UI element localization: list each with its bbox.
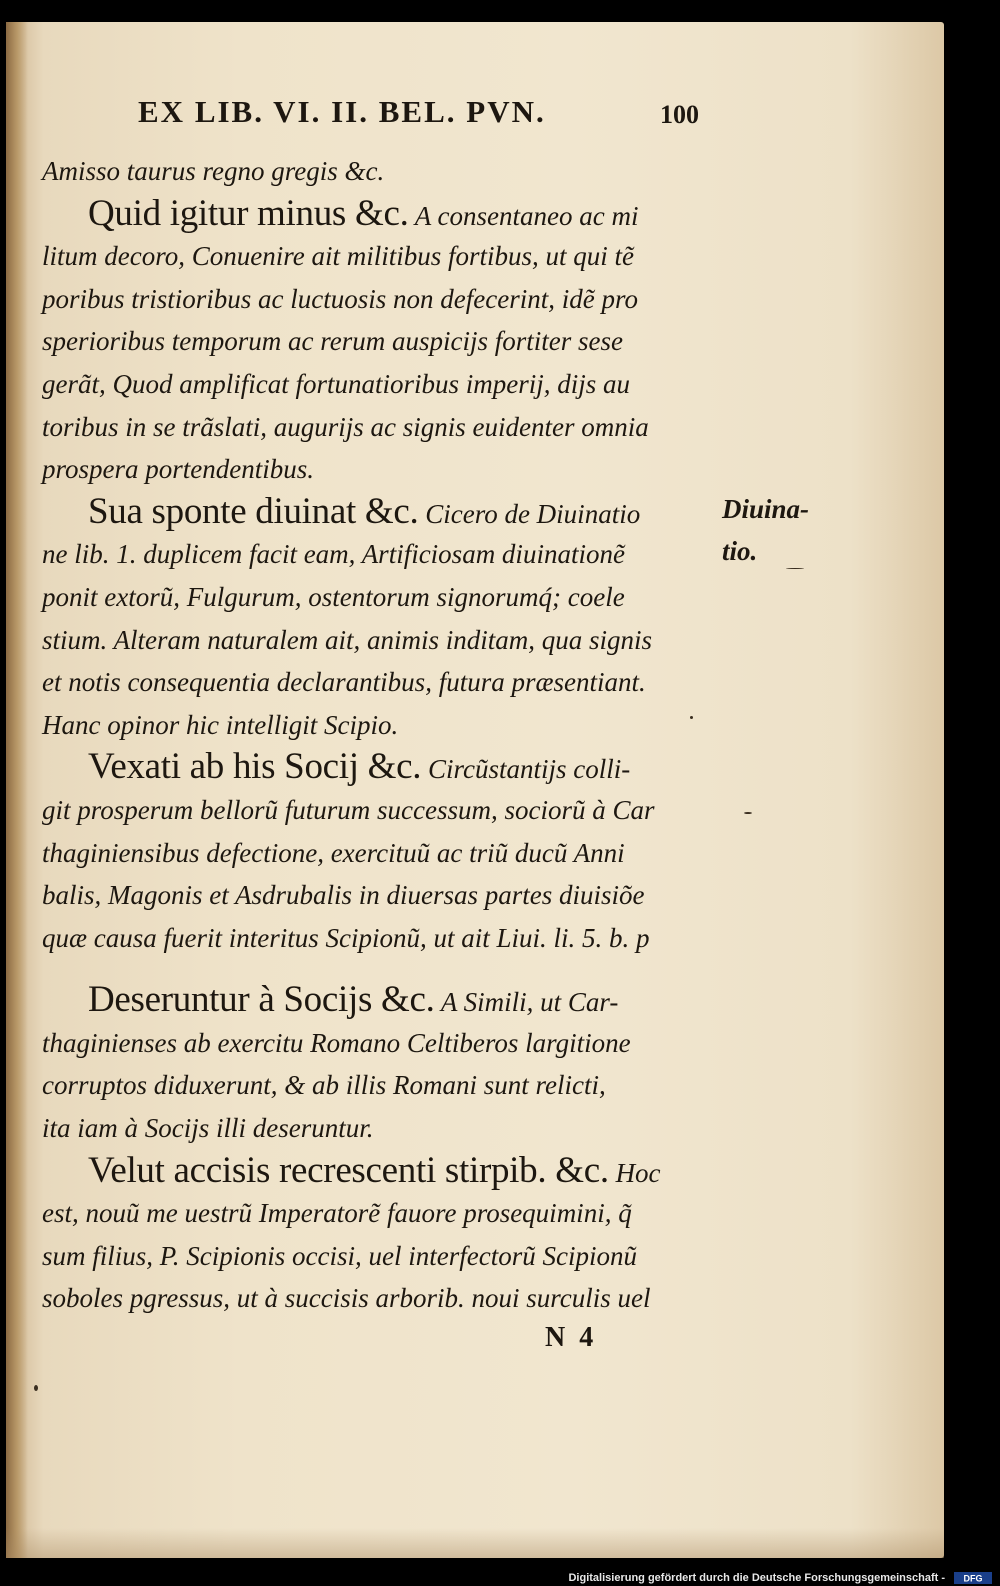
text-line: Velut accisis recrescenti stirpib. &c. Hoc <box>88 1149 661 1191</box>
text-line: thaginiensibus defectione, exercituũ ac triũ ducũ Anni <box>42 837 625 868</box>
lemma: Deseruntur à Socijs &c. <box>88 979 435 1021</box>
running-head: EX LIB. VI. II. BEL. PVN. <box>138 94 546 129</box>
text-line: Deseruntur à Socijs &c. A Simili, ut Car- <box>88 979 619 1021</box>
text-line: Sua sponte diuinat &c. Cicero de Diuinatio <box>88 490 641 532</box>
text-line: stium. Alteram naturalem ait, animis inditam, qua signis <box>42 624 653 655</box>
text-line: soboles pgressus, ut à succisis arborib. noui surculis uel <box>42 1283 651 1314</box>
text-line: Amisso taurus regno gregis &c. <box>42 156 385 186</box>
marginal-note-line: Diuina- <box>722 494 810 524</box>
text-line: git prosperum bellorũ futurum successum, sociorũ à Car <box>42 794 655 825</box>
text-line: prospera portendentibus. <box>42 454 314 485</box>
lemma: Velut accisis recrescenti stirpib. &c. <box>88 1149 609 1191</box>
text-line: ita iam à Socijs illi deseruntur. <box>42 1113 374 1144</box>
text-line: thaginienses ab exercitu Romano Celtiberos largitione <box>42 1027 631 1058</box>
text-line: quæ causa fuerit interitus Scipionũ, ut ait Liui. li. 5. b. p <box>42 922 650 953</box>
text-block <box>42 150 722 1320</box>
text-line: Hanc opinor hic intelligit Scipio. <box>42 709 399 740</box>
signature-mark: N 4 <box>545 1322 594 1353</box>
text-line: ponit extorũ, Fulgurum, ostentorum signorumq́; coele <box>42 581 625 612</box>
text-line: et notis consequentia declarantibus, futura præsentiant. <box>42 667 646 698</box>
text-line: Vexati ab his Socij &c. Circũstantijs colli- <box>88 746 631 788</box>
ink-speck <box>744 812 752 814</box>
text-line: poribus tristioribus ac luctuosis non defecerint, idẽ pro <box>42 283 638 314</box>
ink-speck <box>690 716 693 719</box>
marginal-note-line: tio. <box>722 536 758 566</box>
text-line: gerãt, Quod amplificat fortunatioribus imperij, dijs au <box>42 368 631 399</box>
text-line: litum decoro, Conuenire ait militibus fortibus, ut qui tẽ <box>42 241 634 272</box>
dfg-logo-icon <box>954 1572 992 1584</box>
text-line: est, nouũ me uestrũ Imperatorẽ fauore prosequimini, q̃ <box>42 1198 632 1229</box>
ink-speck <box>786 568 804 569</box>
folio-number: 100 <box>660 100 699 129</box>
text-line: Quid igitur minus &c. A consentaneo ac mi <box>88 192 639 234</box>
lemma: Sua sponte diuinat &c. <box>88 490 419 532</box>
text-line: toribus in se trãslati, augurijs ac signis euidenter omnia <box>42 411 649 442</box>
text-line: balis, Magonis et Asdrubalis in diuersas partes diuisiõe <box>42 880 645 911</box>
text-line: sum filius, P. Scipionis occisi, uel interfectorũ Scipionũ <box>42 1240 637 1271</box>
lemma: Quid igitur minus &c. <box>88 192 409 234</box>
ink-speck <box>34 1385 38 1391</box>
text-line: ne lib. 1. duplicem facit eam, Artificiosam diuinationẽ <box>42 539 625 570</box>
lemma: Vexati ab his Socij &c. <box>88 746 422 788</box>
dfg-logo-text: DFG <box>963 1573 983 1584</box>
paragraph-gap <box>42 959 722 979</box>
marginal-note <box>722 488 809 572</box>
text-line: corruptos diduxerunt, & ab illis Romani sunt relicti, <box>42 1070 606 1101</box>
digitization-credit: Digitalisierung gefördert durch die Deutsche Forschungsgemeinschaft - <box>568 1572 945 1584</box>
text-line: sperioribus temporum ac rerum auspicijs fortiter sese <box>42 326 623 357</box>
